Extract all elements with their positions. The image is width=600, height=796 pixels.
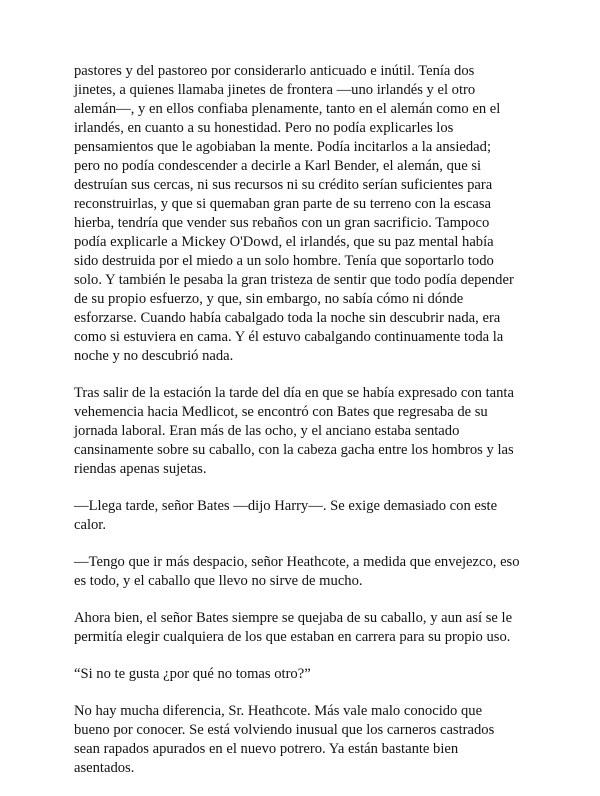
text-line: noche y no descubrió nada.: [74, 348, 234, 364]
text-line: pensamientos que le agobiaban la mente. Podía incitarlos a la ansiedad;: [74, 139, 492, 155]
text-line: jornada laboral. Eran más de las ocho, y el anciano estaba sentado: [74, 423, 460, 439]
paragraph-3: [74, 497, 532, 535]
paragraph-5: [74, 609, 532, 647]
text-line: bueno por conocer. Se está volviendo inusual que los carneros castrados: [74, 722, 495, 738]
text-line: permitía elegir cualquiera de los que estaban en carrera para su propio uso.: [74, 629, 511, 645]
text-line: —Tengo que ir más despacio, señor Heathcote, a medida que envejezco, eso: [74, 554, 520, 570]
paragraph-2: [74, 384, 532, 479]
text-line: es todo, y el caballo que llevo no sirve de mucho.: [74, 573, 363, 589]
paragraph-1: [74, 62, 532, 366]
text-line: —Llega tarde, señor Bates —dijo Harry—. Se exige demasiado con este: [74, 498, 498, 514]
document-page: [74, 62, 532, 796]
text-line: reconstruirlas, y que si quemaban gran parte de su terreno con la escasa: [74, 196, 491, 212]
text-line: calor.: [74, 517, 107, 533]
text-line: jinetes, a quienes llamaba jinetes de frontera —uno irlandés y el otro: [74, 82, 476, 98]
paragraph-7: [74, 702, 532, 778]
text-line: podía explicarle a Mickey O'Dowd, el irlandés, que su paz mental había: [74, 234, 494, 250]
text-line: alemán—, y en ellos confiaba plenamente, tanto en el alemán como en el: [74, 101, 501, 117]
text-line: vehemencia hacia Medlicot, se encontró con Bates que regresaba de su: [74, 404, 488, 420]
text-line: asentados.: [74, 760, 135, 776]
text-line: pero no podía condescender a decirle a Karl Bender, el alemán, que si: [74, 158, 482, 174]
text-line: solo. Y también le pesaba la gran tristeza de sentir que todo podía depender: [74, 272, 514, 288]
text-line: pastores y del pastoreo por considerarlo anticuado e inútil. Tenía dos: [74, 63, 475, 79]
text-line: riendas apenas sujetas.: [74, 461, 207, 477]
text-line: sido destruida por el miedo a un solo hombre. Tenía que soportarlo todo: [74, 253, 494, 269]
text-line: de su propio esfuerzo, y que, sin embargo, no sabía cómo ni dónde: [74, 291, 464, 307]
text-line: cansinamente sobre su caballo, con la cabeza gacha entre los hombros y las: [74, 442, 514, 458]
text-line: hierba, tendría que vender sus rebaños con un gran sacrificio. Tampoco: [74, 215, 490, 231]
text-line: irlandés, en cuanto a su honestidad. Pero no podía explicarles los: [74, 120, 454, 136]
paragraph-6: [74, 665, 532, 684]
text-line: Ahora bien, el señor Bates siempre se quejaba de su caballo, y aun así se le: [74, 610, 513, 626]
text-line: Tras salir de la estación la tarde del día en que se había expresado con tanta: [74, 385, 514, 401]
text-line: esforzarse. Cuando había cabalgado toda la noche sin descubrir nada, era: [74, 310, 501, 326]
text-line: “Si no te gusta ¿por qué no tomas otro?”: [74, 666, 311, 682]
paragraph-4: [74, 553, 532, 591]
text-line: sean rapados apurados en el nuevo potrero. Ya están bastante bien: [74, 741, 459, 757]
text-line: No hay mucha diferencia, Sr. Heathcote. Más vale malo conocido que: [74, 703, 483, 719]
text-line: como si estuviera en cama. Y él estuvo cabalgando continuamente toda la: [74, 329, 504, 345]
text-line: destruían sus cercas, ni sus recursos ni su crédito serían suficientes para: [74, 177, 493, 193]
